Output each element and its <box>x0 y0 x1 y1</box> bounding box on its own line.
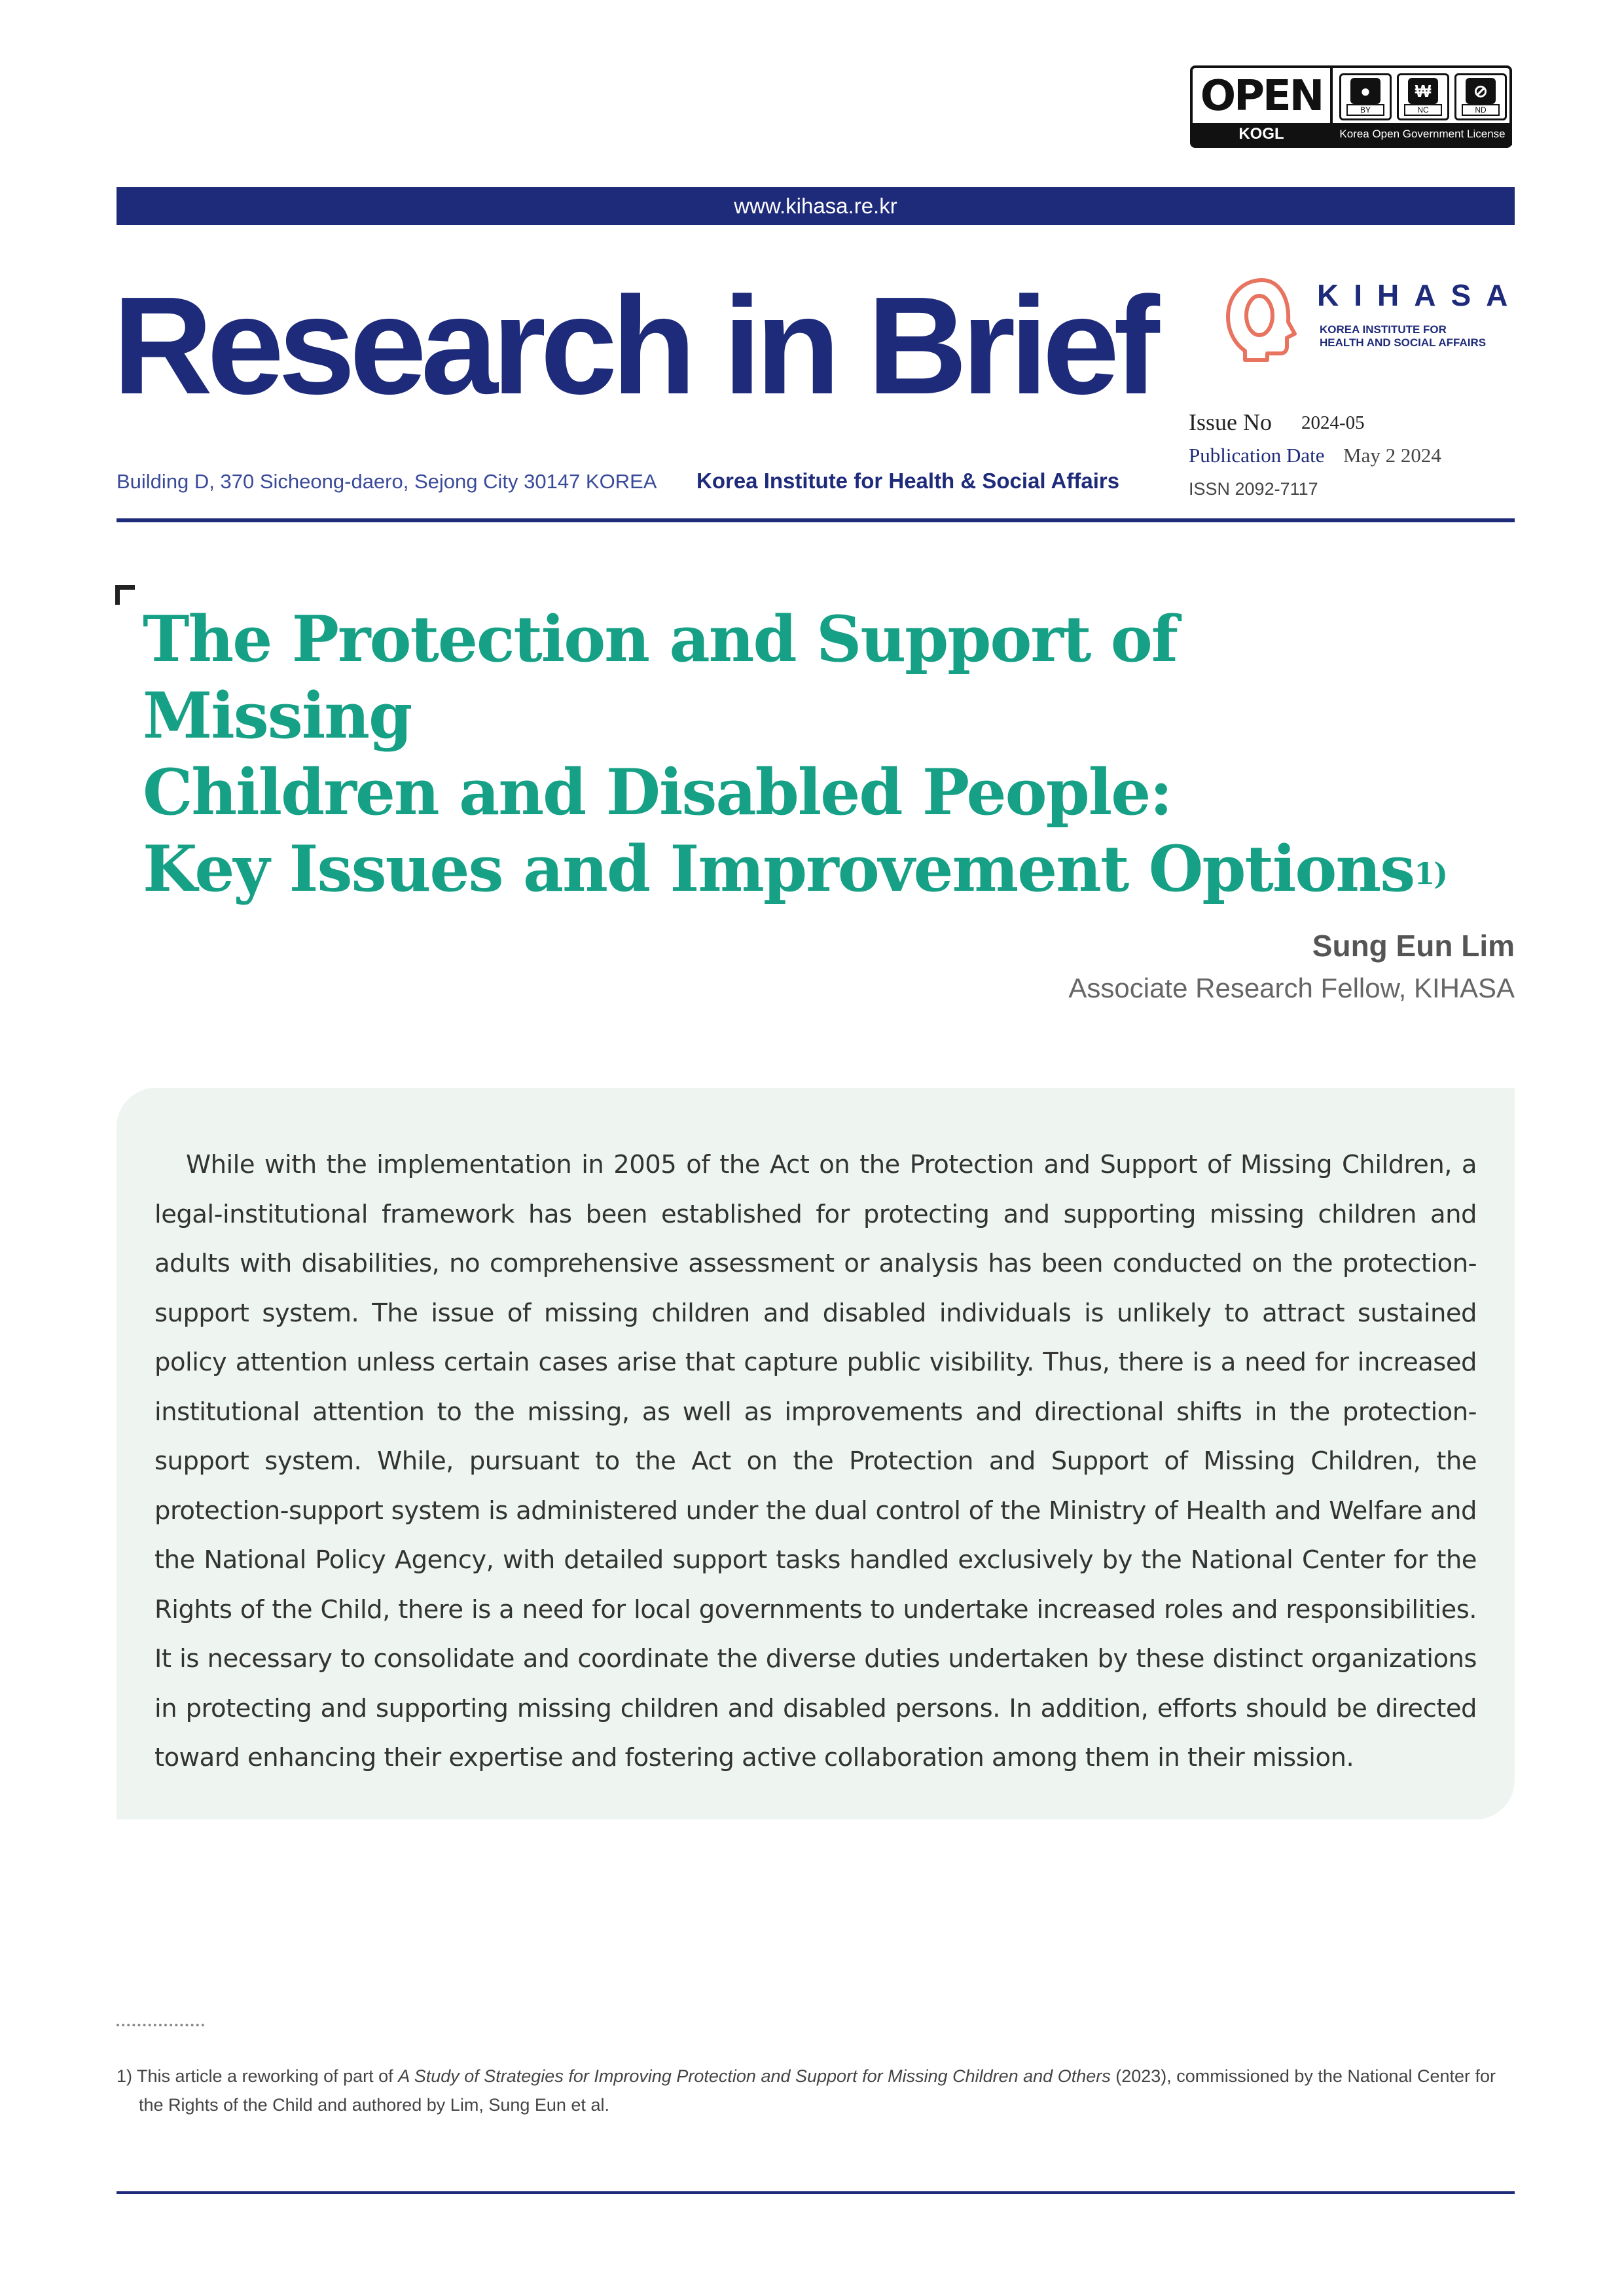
masthead-title: Research in Brief <box>113 268 1154 423</box>
corner-mark <box>115 585 135 605</box>
kogl-label: KOGL <box>1238 125 1284 143</box>
institute-name: Korea Institute for Health & Social Affairs <box>696 469 1120 493</box>
footnote-work-title: A Study of Strategies for Improving Protection and Support for Missing Children and Others <box>398 2066 1111 2086</box>
author-name: Sung Eun Lim <box>1312 929 1515 963</box>
kogl-full-name: Korea Open Government License <box>1339 128 1506 140</box>
open-text: OPEN <box>1200 72 1323 120</box>
footnote: 1) This article a reworking of part of A Study of Strategies for Improving Protection and Support for Missing Children and Others (2023), commissioned by the National Center for the Rights of the Child and authored by Lim, Sung Eun et al. <box>117 2066 1496 2115</box>
title-footnote-ref[interactable]: 1) <box>1414 856 1447 891</box>
website-url[interactable]: www.kihasa.re.kr <box>734 194 897 218</box>
kogl-license-badge <box>1190 65 1512 148</box>
logo-subtitle-line1: KOREA INSTITUTE FOR <box>1320 323 1447 336</box>
publication-date-label: Publication Date <box>1189 444 1325 467</box>
title-line-2: Children and Disabled People: <box>143 755 1172 829</box>
author-affiliation: Associate Research Fellow, KIHASA <box>1068 973 1515 1003</box>
bottom-divider <box>117 2191 1515 2194</box>
issue-number: 2024-05 <box>1301 412 1365 433</box>
institute-address: Building D, 370 Sicheong-daero, Sejong City 30147 KOREA <box>117 470 657 493</box>
abstract-box <box>117 1088 1515 1820</box>
title-line-3: Key Issues and Improvement Options$^{1)}$ <box>143 832 1447 906</box>
logo-name: KIHASA <box>1317 278 1523 312</box>
license-by-icon: ● BY <box>1339 73 1392 120</box>
abstract-text: While with the implementation in 2005 of the Act on the Protection and Support of Missing Children, a legal-institutional framework has been established for protecting and supporting missing children and adults with disabilities, no comprehensive assessment or analysis has been conducted on the protection-support system. The issue of missing children and disabled individuals is unlikely to attract sustained policy attention unless certain cases arise that capture public visibility. Thus, there is a need for increased institutional attention to the missing, as well as improvements and directional shifts in the protection-support system. While, pursuant to the Act on the Protection and Support of Missing Children, the protection-support system is administered under the dual control of the Ministry of Health and Welfare and the National Policy Agency, with detailed support tasks handled exclusively by the National Center for the Rights of the Child, there is a need for local governments to undertake increased roles and responsibilities. It is necessary to consolidate and coordinate the diverse duties undertaken by these distinct organizations in protecting and supporting missing children and disabled persons. In addition, efforts should be directed toward enhancing their expertise and fostering active collaboration among them in their mission. <box>154 1150 1477 1772</box>
issue-label: Issue No <box>1189 409 1272 435</box>
footnote-separator <box>117 2024 204 2026</box>
publication-date: May 2 2024 <box>1343 444 1441 467</box>
article-title <box>143 601 1452 907</box>
license-nd-icon: ⊘ ND <box>1454 73 1507 120</box>
header-divider <box>117 518 1515 522</box>
license-nc-icon: ₩ NC <box>1397 73 1449 120</box>
logo-subtitle-line2: HEALTH AND SOCIAL AFFAIRS <box>1320 336 1487 349</box>
issn: ISSN 2092-7117 <box>1189 479 1318 499</box>
title-line-1: The Protection and Support of Missing <box>143 602 1178 753</box>
kihasa-logo-icon <box>1216 274 1308 365</box>
